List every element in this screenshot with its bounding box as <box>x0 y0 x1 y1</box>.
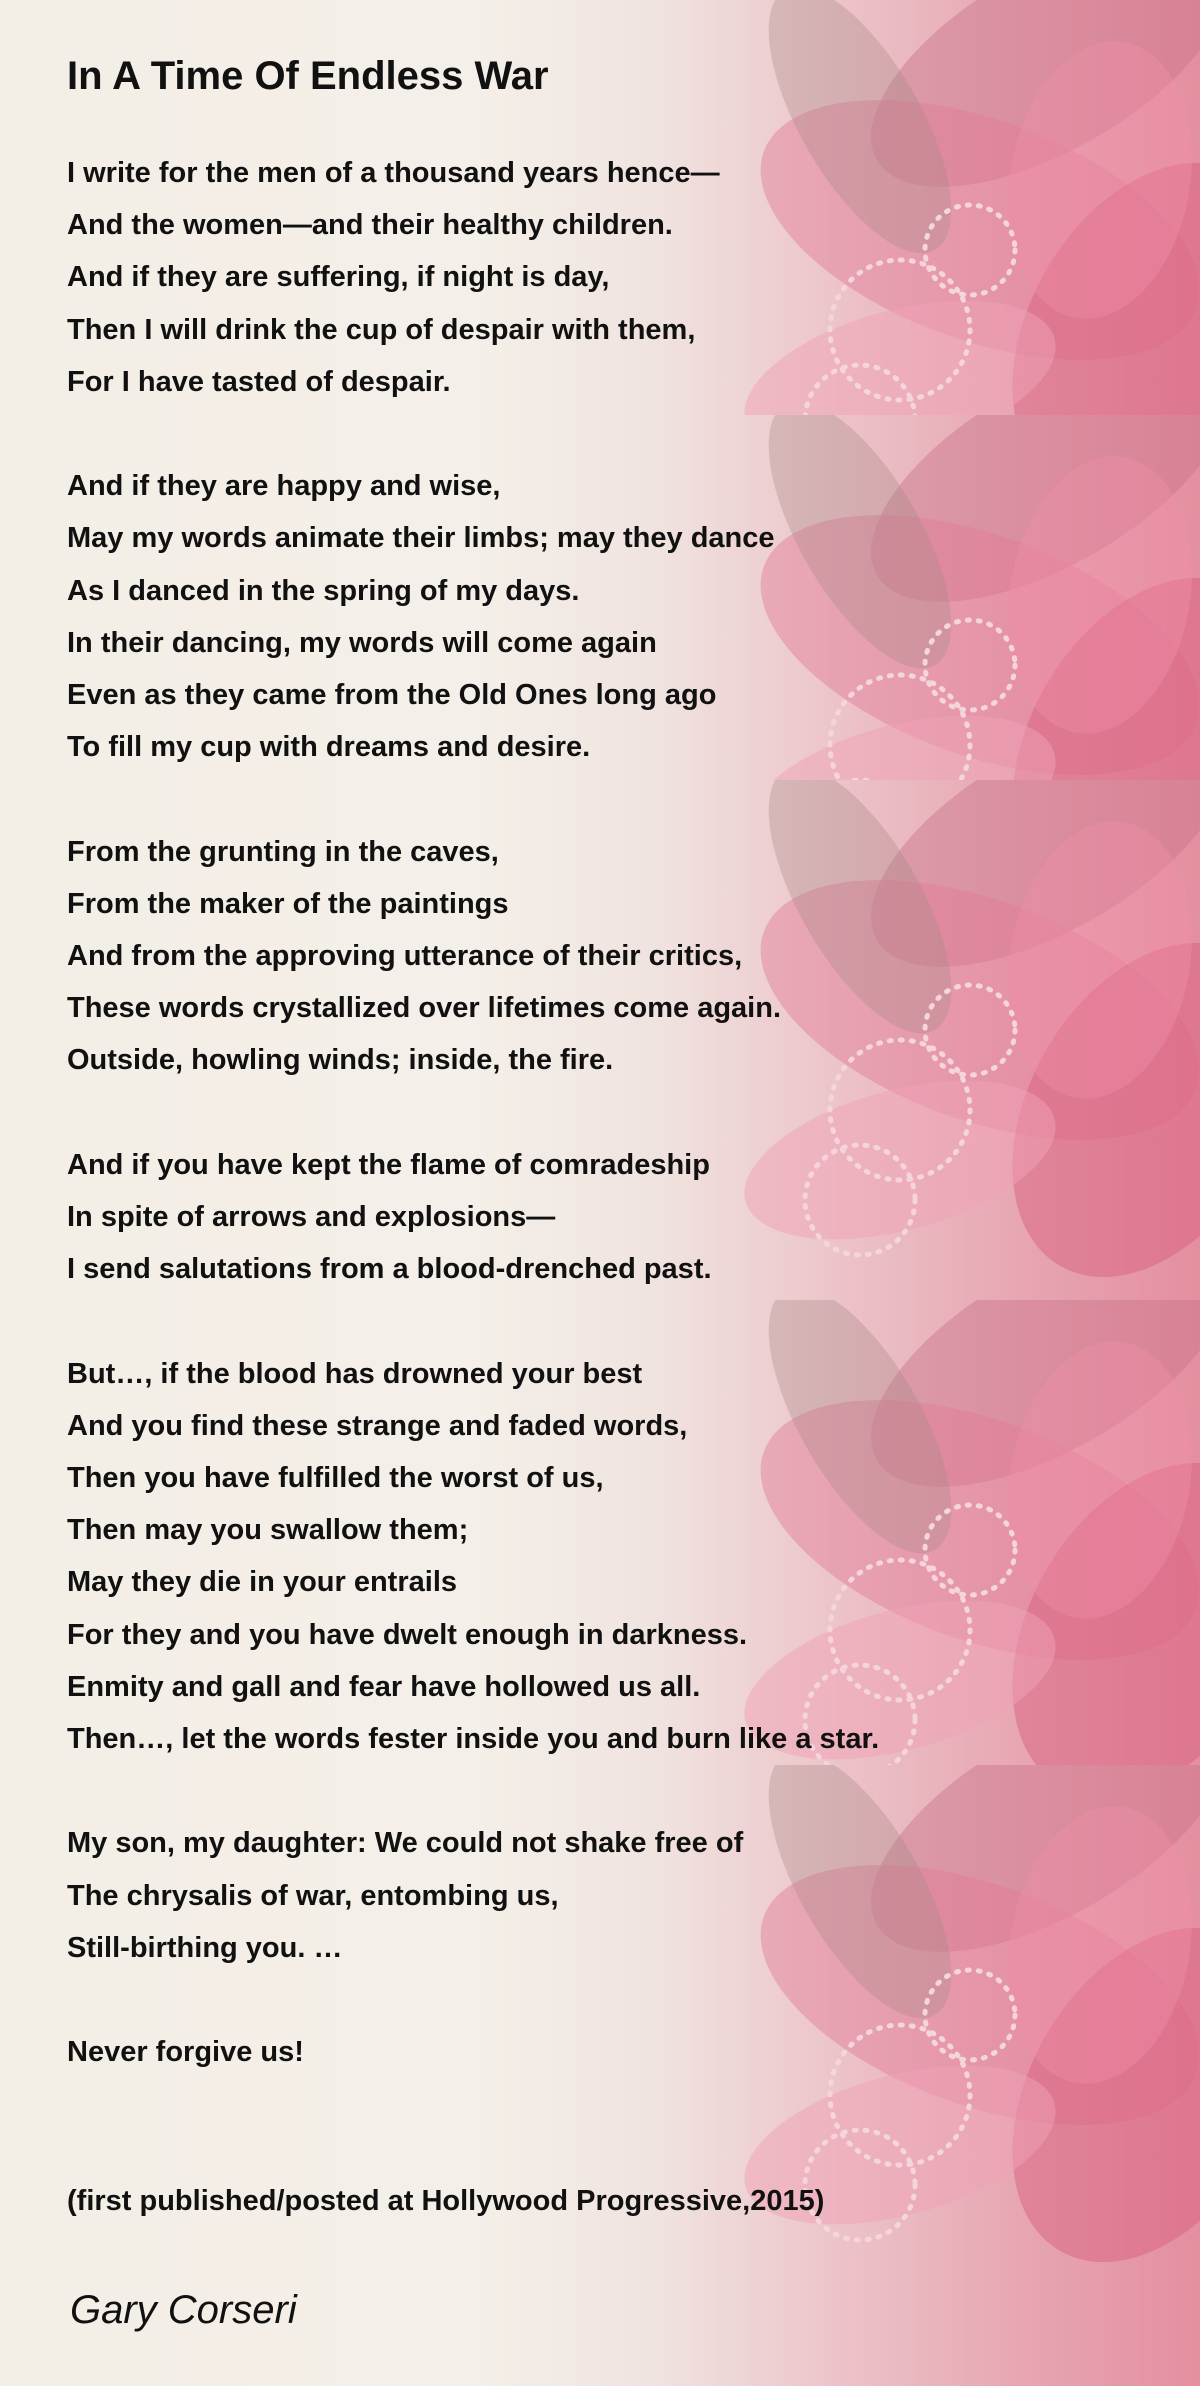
poem-line: Then I will drink the cup of despair with them, <box>67 314 696 346</box>
poem-line: These words crystallized over lifetimes come again. <box>67 992 781 1024</box>
poem-line: As I danced in the spring of my days. <box>67 575 580 607</box>
poem-line: And from the approving utterance of their critics, <box>67 940 743 972</box>
poem-line: May my words animate their limbs; may they dance <box>67 522 775 554</box>
poem-line: For they and you have dwelt enough in darkness. <box>67 1619 748 1651</box>
poem-line: Still-birthing you. … <box>67 1932 343 1964</box>
poem-line: Outside, howling winds; inside, the fire. <box>67 1044 614 1076</box>
publication-note: (first published/posted at Hollywood Progressive,2015) <box>67 2185 825 2217</box>
poem-line: Then…, let the words fester inside you and burn like a star. <box>67 1723 880 1755</box>
poem-line: And if they are suffering, if night is day, <box>67 261 610 293</box>
poem-line: From the maker of the paintings <box>67 888 509 920</box>
author-signature: Gary Corseri <box>70 2288 297 2332</box>
poem-line: In spite of arrows and explosions— <box>67 1201 556 1233</box>
poem-line: And if they are happy and wise, <box>67 470 501 502</box>
poem-line: And the women—and their healthy children. <box>67 209 673 241</box>
poem-line: For I have tasted of despair. <box>67 366 451 398</box>
poem-line: And you find these strange and faded words, <box>67 1410 688 1442</box>
poem-line: Then you have fulfilled the worst of us, <box>67 1462 604 1494</box>
poem-line: May they die in your entrails <box>67 1566 457 1598</box>
poem-line: From the grunting in the caves, <box>67 836 499 868</box>
poem-line: The chrysalis of war, entombing us, <box>67 1880 559 1912</box>
poem-line: In their dancing, my words will come again <box>67 627 657 659</box>
poem-line: Enmity and gall and fear have hollowed us all. <box>67 1671 701 1703</box>
poem-line: Even as they came from the Old Ones long ago <box>67 679 717 711</box>
poem-line: But…, if the blood has drowned your best <box>67 1358 643 1390</box>
poem-title: In A Time Of Endless War <box>67 54 549 98</box>
poem-line: My son, my daughter: We could not shake free of <box>67 1827 744 1859</box>
poem-line: And if you have kept the flame of comradeship <box>67 1149 710 1181</box>
poem-line: I write for the men of a thousand years hence— <box>67 157 720 189</box>
poem-line: I send salutations from a blood-drenched past. <box>67 1253 712 1285</box>
poem-line: Never forgive us! <box>67 2036 304 2068</box>
poem-line: To fill my cup with dreams and desire. <box>67 731 591 763</box>
poem-line: Then may you swallow them; <box>67 1514 469 1546</box>
